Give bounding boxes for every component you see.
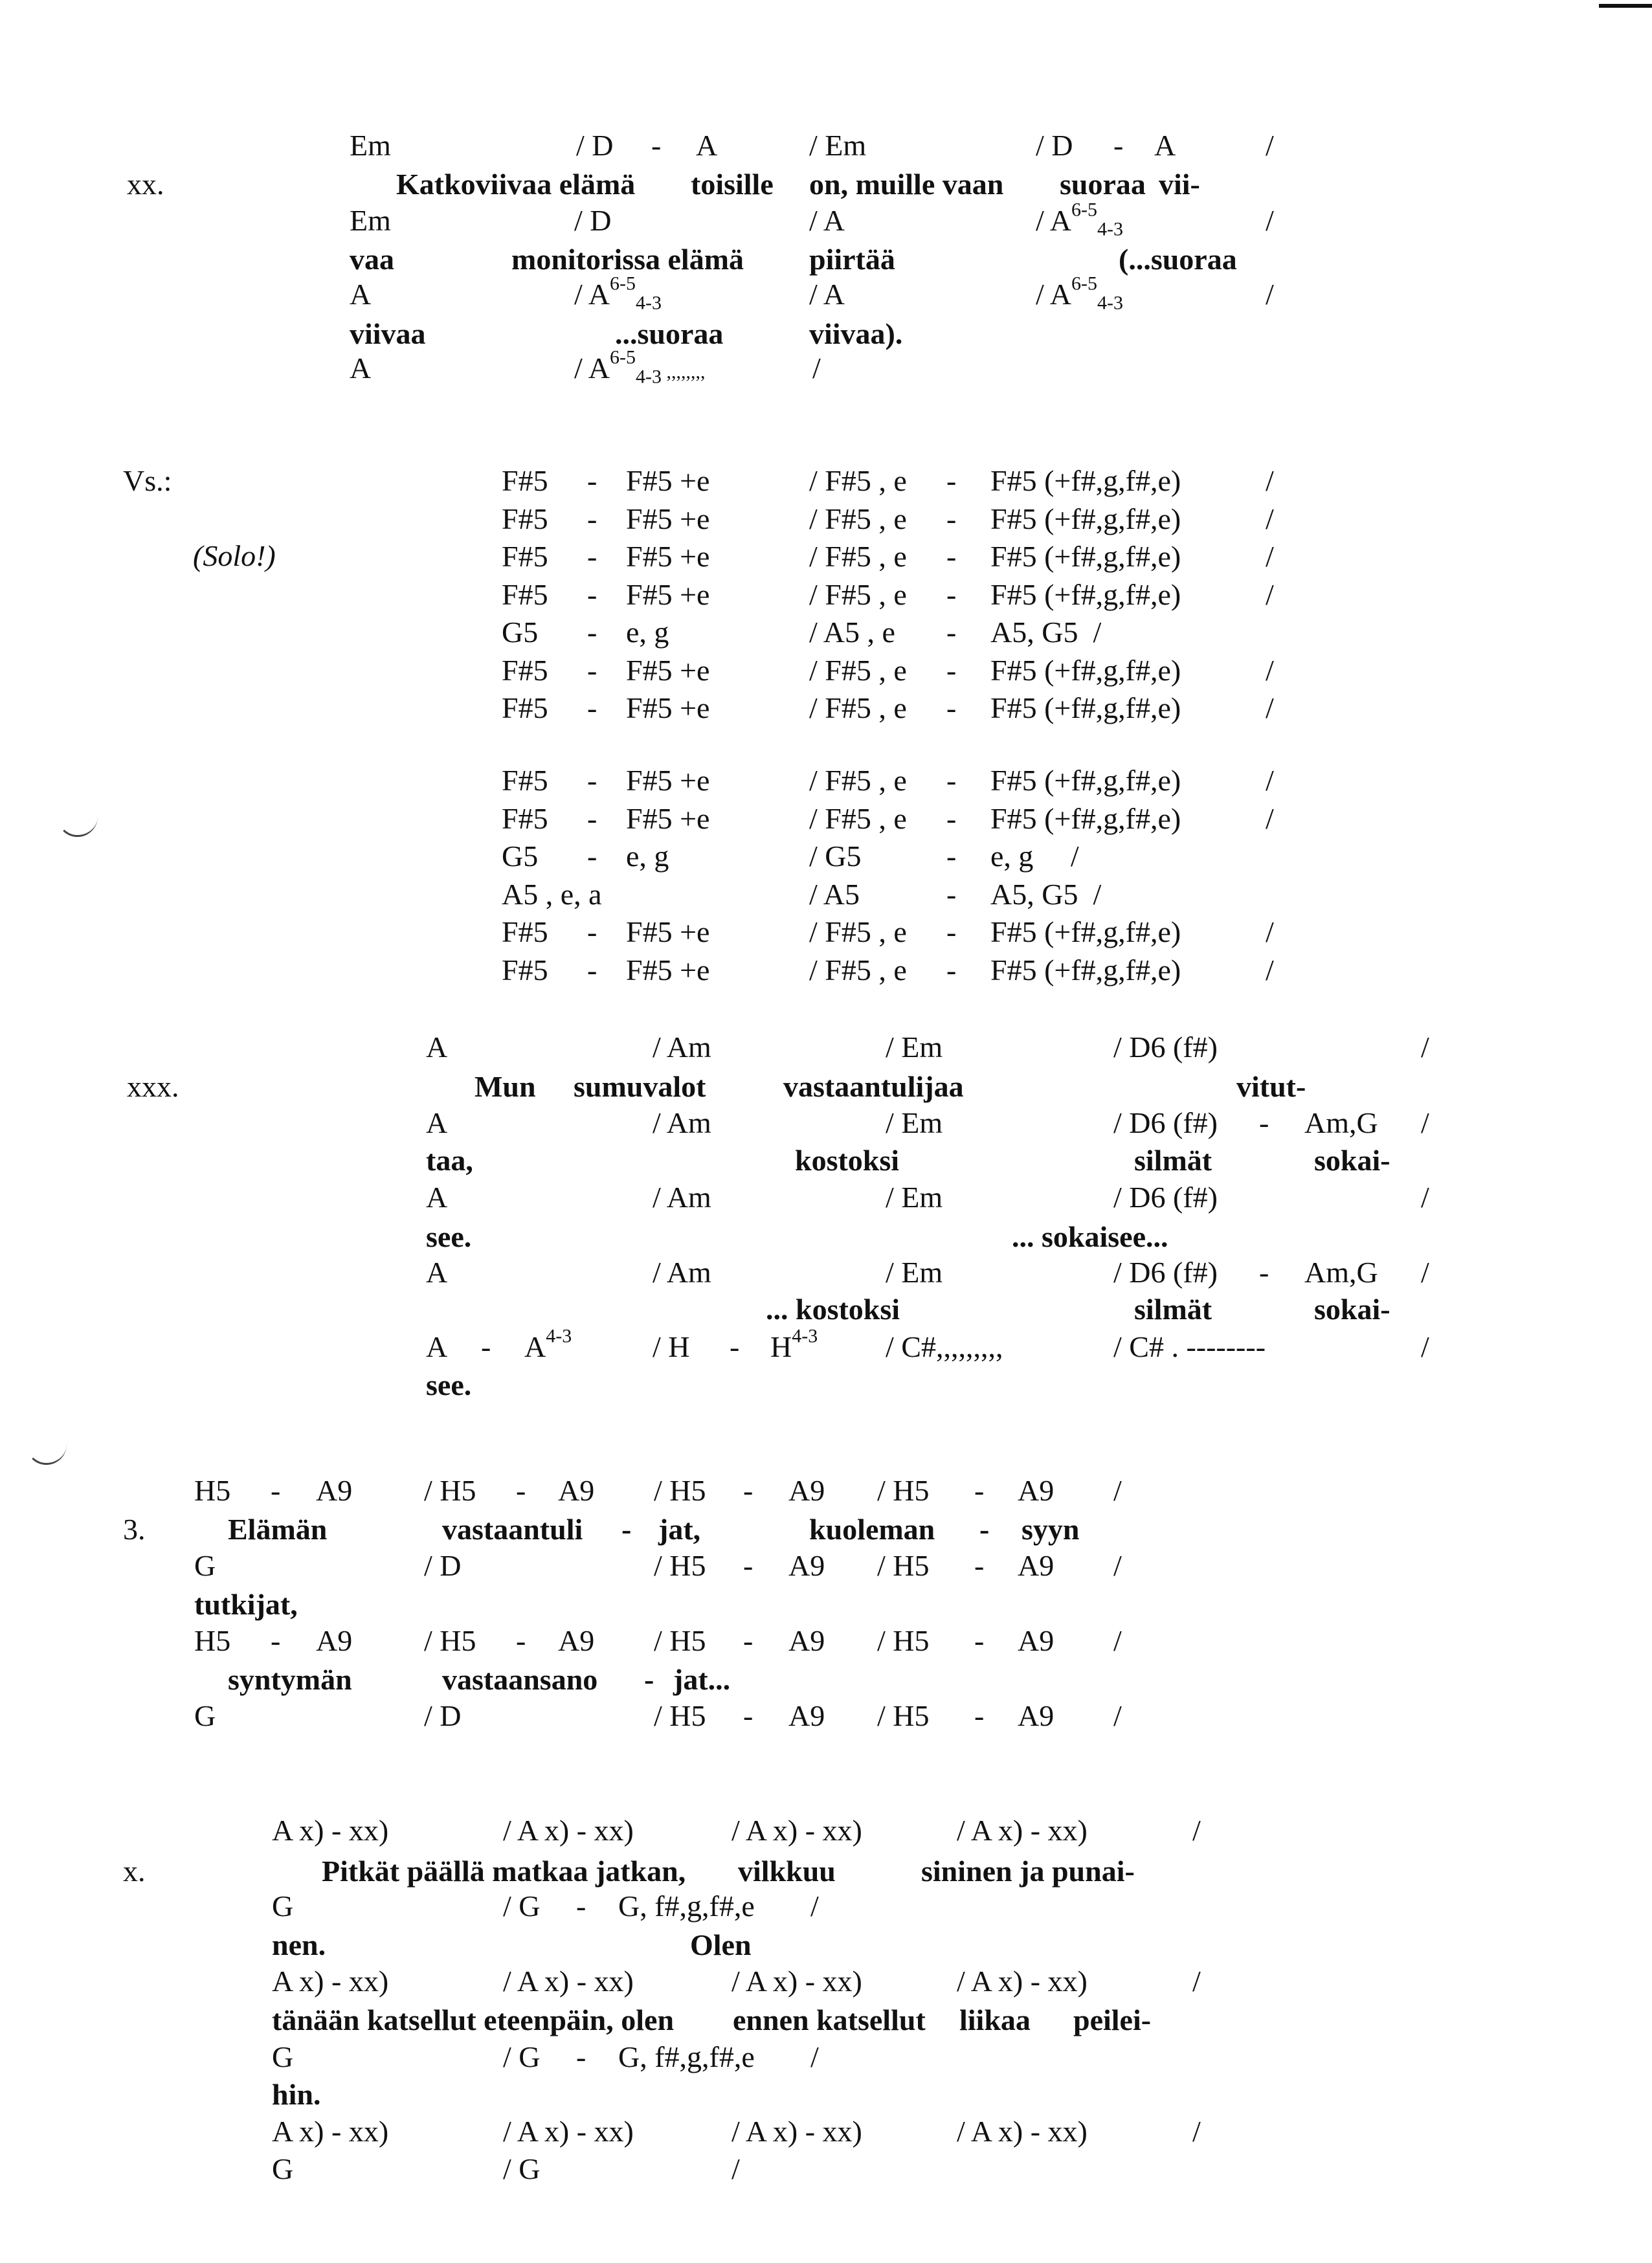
lyric: vastaantulijaa <box>783 1070 964 1103</box>
chord-subscript: 4-3 <box>1097 218 1123 240</box>
chord: F#5 (+f#,g,f#,e) <box>990 953 1181 987</box>
chord: F#5 +e <box>626 653 710 687</box>
chord <box>574 273 662 314</box>
chord: A9 <box>1018 1474 1055 1507</box>
chord: - <box>974 1699 985 1732</box>
chord: / <box>1192 2115 1201 2148</box>
chord-dash: - <box>587 840 597 873</box>
chord <box>1036 273 1123 314</box>
lyric: tutkijat, <box>194 1588 298 1621</box>
chord: / A <box>809 278 845 311</box>
chord-dash: - <box>946 616 957 649</box>
lyric: jat, <box>658 1513 701 1546</box>
chord-subscript: 4-3 <box>635 292 662 314</box>
lyric: vitut- <box>1236 1070 1306 1103</box>
bar-slash: / <box>1421 1256 1429 1289</box>
chord: / C#,,,,,,,,, <box>886 1330 1003 1363</box>
chord: F#5 (+f#,g,f#,e) <box>990 691 1181 724</box>
chord: / <box>1113 1699 1122 1732</box>
chord: G <box>194 1549 216 1582</box>
chord: A x) - xx) <box>272 1965 389 1998</box>
bar-slash: / <box>1266 464 1274 497</box>
chord <box>574 346 706 388</box>
chord: / A x) - xx) <box>731 1814 862 1847</box>
chord-dash: - <box>946 953 957 987</box>
chord: / Am <box>653 1256 711 1289</box>
chord-dash: - <box>946 540 957 573</box>
chord-subscript: 4-3 <box>1097 292 1123 314</box>
chord-superscript: 6-5 <box>1071 273 1097 295</box>
chord: / H <box>653 1330 690 1363</box>
lyric: toisille <box>691 168 774 201</box>
chord: - <box>516 1474 526 1507</box>
lyric: nen. <box>272 1928 326 1961</box>
chord: F#5 (+f#,g,f#,e) <box>990 653 1181 687</box>
chord-root: / A <box>1036 278 1071 311</box>
chord: A9 <box>788 1474 825 1507</box>
chord: - <box>271 1624 281 1657</box>
chord: F#5 <box>502 764 548 797</box>
chord: / D <box>424 1699 462 1732</box>
chord-superscript: 6-5 <box>609 346 636 368</box>
chord-dash: - <box>481 1330 491 1363</box>
chord: e, g <box>626 616 669 649</box>
chord: A <box>426 1330 448 1363</box>
chord: G, f#,g,f#,e <box>618 1890 755 1923</box>
bar-slash: / <box>1266 540 1274 573</box>
lyric: - <box>644 1663 654 1696</box>
chord: / A x) - xx) <box>731 1965 862 1998</box>
chord: A <box>426 1031 448 1064</box>
chord: - <box>576 1890 586 1923</box>
chord: F#5 (+f#,g,f#,e) <box>990 801 1181 835</box>
chord: F#5 <box>502 953 548 987</box>
chord: H5 <box>194 1474 231 1507</box>
bar-slash: / <box>731 2152 740 2185</box>
chord: A <box>426 1106 448 1139</box>
chord: / H5 <box>654 1699 706 1732</box>
chord: Am,G <box>1304 1106 1378 1139</box>
chord: G <box>194 1699 216 1732</box>
chord: / F#5 , e <box>809 577 907 611</box>
chord: / H5 <box>877 1549 930 1582</box>
chord: / A x) - xx) <box>957 1814 1088 1847</box>
chord: / A x) - xx) <box>503 2115 634 2148</box>
chord: A9 <box>1018 1624 1055 1657</box>
chord-dash: - <box>946 877 957 911</box>
bar-slash: / <box>1266 577 1274 611</box>
chord: / Am <box>653 1031 711 1064</box>
chord-superscript: 6-5 <box>609 273 636 295</box>
chord: F#5 <box>502 653 548 687</box>
chord: - <box>743 1549 753 1582</box>
chord: G5 <box>502 616 539 649</box>
chord-dash: - <box>946 801 957 835</box>
chord: / F#5 , e <box>809 953 907 987</box>
chord: / A x) - xx) <box>503 1814 634 1847</box>
chord: F#5 +e <box>626 953 710 987</box>
chord: A <box>1154 129 1176 162</box>
chord: F#5 <box>502 540 548 573</box>
scan-edge-mark <box>1599 4 1652 8</box>
chord: G <box>272 2152 294 2185</box>
chord: - <box>974 1474 985 1507</box>
chord: / A x) - xx) <box>731 2115 862 2148</box>
lyric: suoraa <box>1060 168 1146 201</box>
chord: G5 <box>502 840 539 873</box>
solo-label: (Solo!) <box>193 539 276 572</box>
chord: / F#5 , e <box>809 915 907 948</box>
chord: e, g / <box>990 840 1079 873</box>
lyric: monitorissa elämä <box>511 243 744 276</box>
chord: A x) - xx) <box>272 1814 389 1847</box>
chord: F#5 (+f#,g,f#,e) <box>990 764 1181 797</box>
lyric: (...suoraa <box>1119 243 1237 276</box>
chord: A9 <box>788 1699 825 1732</box>
chord-root: / A <box>574 351 610 385</box>
chord: F#5 <box>502 502 548 535</box>
chord: / D6 (f#) <box>1113 1181 1218 1214</box>
chord: / A5 , e <box>809 616 895 649</box>
chord-dash: - <box>946 502 957 535</box>
chord: / A x) - xx) <box>957 1965 1088 1998</box>
lyric: piirtää <box>809 243 895 276</box>
chord: A9 <box>788 1624 825 1657</box>
chord: - <box>516 1624 526 1657</box>
chord: / D <box>1036 129 1073 162</box>
chord: F#5 +e <box>626 801 710 835</box>
chord: / <box>1266 204 1274 237</box>
chord-dash: - <box>587 764 597 797</box>
lyric: sumuvalot <box>574 1070 706 1103</box>
chord <box>524 1325 572 1363</box>
verse-label: xx. <box>127 168 164 201</box>
chord: / H5 <box>654 1474 706 1507</box>
chord: / <box>1113 1549 1122 1582</box>
chord: F#5 +e <box>626 540 710 573</box>
chord: / H5 <box>654 1549 706 1582</box>
chord: / F#5 , e <box>809 464 907 497</box>
chord: F#5 +e <box>626 764 710 797</box>
chord: H5 <box>194 1624 231 1657</box>
chord: / G <box>503 2040 541 2073</box>
chord: / <box>1266 129 1274 162</box>
chord: / Em <box>886 1181 943 1214</box>
chord: F#5 +e <box>626 915 710 948</box>
chord: - <box>271 1474 281 1507</box>
lyric: jat... <box>673 1663 731 1696</box>
chord: - <box>576 2040 586 2073</box>
lyric: vilkkuu <box>738 1855 836 1888</box>
bar-slash: / <box>1421 1031 1429 1064</box>
chord-dash: - <box>587 464 597 497</box>
chord: - <box>974 1549 985 1582</box>
lyric: sokai- <box>1314 1144 1390 1177</box>
lyric: ... kostoksi <box>766 1293 900 1326</box>
bar-slash: / <box>1266 764 1274 797</box>
chord: F#5 <box>502 577 548 611</box>
chord: / F#5 , e <box>809 502 907 535</box>
lyric: viivaa <box>350 317 426 350</box>
chord: G <box>272 1890 294 1923</box>
chord-root: A <box>524 1330 546 1363</box>
chord: / F#5 , e <box>809 764 907 797</box>
chord: / D <box>574 204 612 237</box>
lyric: Katkoviivaa elämä <box>396 168 636 201</box>
verse-label: x. <box>123 1855 146 1888</box>
chord: / H5 <box>424 1474 476 1507</box>
bar-slash: / <box>1266 953 1274 987</box>
lyric: ... sokaisee... <box>1012 1220 1168 1253</box>
lyric: ennen katsellut <box>733 2003 926 2036</box>
chord: - <box>651 129 662 162</box>
chord: / D6 (f#) <box>1113 1106 1218 1139</box>
chord: / H5 <box>877 1624 930 1657</box>
lyric: syntymän <box>228 1663 352 1696</box>
chord: A9 <box>316 1474 353 1507</box>
chord-dash: - <box>587 502 597 535</box>
chord-subscript: 4-3 <box>635 366 662 388</box>
chord: F#5 <box>502 801 548 835</box>
chord: / G <box>503 2152 541 2185</box>
chord: - <box>1113 129 1124 162</box>
chord-dash: - <box>730 1330 740 1363</box>
chord: A <box>350 278 372 311</box>
lyric: viivaa). <box>809 317 903 350</box>
chord: A5, G5 / <box>990 616 1102 649</box>
lyric: Elämän <box>228 1513 328 1546</box>
chord: / F#5 , e <box>809 801 907 835</box>
chord: / Em <box>886 1256 943 1289</box>
chord-superscript: 6-5 <box>1071 199 1097 221</box>
chord-dash: - <box>946 915 957 948</box>
bar-slash: / <box>1266 915 1274 948</box>
chord: / H5 <box>877 1699 930 1732</box>
bar-slash: / <box>1421 1181 1429 1214</box>
chord: F#5 (+f#,g,f#,e) <box>990 540 1181 573</box>
chord: F#5 +e <box>626 577 710 611</box>
chord: A9 <box>558 1624 595 1657</box>
chord: Am,G <box>1304 1256 1378 1289</box>
chord: A <box>426 1181 448 1214</box>
chord: F#5 (+f#,g,f#,e) <box>990 915 1181 948</box>
chord: / A <box>809 204 845 237</box>
bar-slash: / <box>1421 1330 1429 1363</box>
lyric: see. <box>426 1220 472 1253</box>
chord: F#5 <box>502 464 548 497</box>
lyric: ...suoraa <box>615 317 724 350</box>
lyric: Mun <box>474 1070 536 1103</box>
scan-artifact-curve <box>26 1431 67 1465</box>
lyric: taa, <box>426 1144 473 1177</box>
lyric: hin. <box>272 2078 321 2111</box>
bar-slash: / <box>1266 801 1274 835</box>
lyric: sininen ja punai- <box>921 1855 1135 1888</box>
chord: / H5 <box>877 1474 930 1507</box>
chord: - <box>974 1624 985 1657</box>
chord: / A x) - xx) <box>957 2115 1088 2148</box>
chord <box>1036 199 1123 240</box>
chord-dash: - <box>946 653 957 687</box>
chord: / D6 (f#) <box>1113 1031 1218 1064</box>
chord: / Am <box>653 1106 711 1139</box>
chord: F#5 +e <box>626 691 710 724</box>
chord: / Em <box>886 1106 943 1139</box>
lyric: - <box>979 1513 990 1546</box>
chord-dash: - <box>946 764 957 797</box>
lyric: kostoksi <box>795 1144 900 1177</box>
chord: A9 <box>1018 1549 1055 1582</box>
chord-root: H <box>770 1330 792 1363</box>
chord: F#5 (+f#,g,f#,e) <box>990 464 1181 497</box>
chord-superscript: 4-3 <box>546 1325 572 1347</box>
lyric: - <box>621 1513 632 1546</box>
chord-dash: - <box>587 691 597 724</box>
chord: A x) - xx) <box>272 2115 389 2148</box>
lyric: silmät <box>1134 1293 1212 1326</box>
chord: G <box>272 2040 294 2073</box>
chord: A9 <box>316 1624 353 1657</box>
chord: F#5 +e <box>626 502 710 535</box>
lyric: on, muille vaan <box>809 168 1004 201</box>
chord: A5 , e, a <box>502 877 602 911</box>
chord: / <box>1192 1965 1201 1998</box>
chord-dash: - <box>946 691 957 724</box>
chord: e, g <box>626 840 669 873</box>
chord: A <box>426 1256 448 1289</box>
chord: / Am <box>653 1181 711 1214</box>
chord: / H5 <box>424 1624 476 1657</box>
lyric: vaa <box>350 243 394 276</box>
chord-dash: - <box>587 915 597 948</box>
chord-root: / A <box>574 278 610 311</box>
chord: / F#5 , e <box>809 653 907 687</box>
chord: / A x) - xx) <box>503 1965 634 1998</box>
lyric: kuoleman <box>809 1513 935 1546</box>
chord: F#5 <box>502 691 548 724</box>
lyric: vastaantuli <box>442 1513 583 1546</box>
chord-root: / A <box>1036 204 1071 237</box>
chord: Em <box>350 204 391 237</box>
chord: A9 <box>558 1474 595 1507</box>
bar-slash: / <box>1266 691 1274 724</box>
chord: / Em <box>886 1031 943 1064</box>
chord-dash: - <box>946 840 957 873</box>
chord-dash: - <box>587 801 597 835</box>
chord-dash: - <box>587 653 597 687</box>
lyric: syyn <box>1021 1513 1080 1546</box>
chord: / <box>1113 1624 1122 1657</box>
chord: A <box>350 351 372 385</box>
lyric: Pitkät päällä matkaa jatkan, <box>322 1855 686 1888</box>
chord: G, f#,g,f#,e <box>618 2040 755 2073</box>
lyric: vastaansano <box>442 1663 598 1696</box>
chord-dash: - <box>587 577 597 611</box>
lyric: sokai- <box>1314 1293 1390 1326</box>
chord: / <box>1192 1814 1201 1847</box>
chord: F#5 <box>502 915 548 948</box>
chord: / G5 <box>809 840 862 873</box>
lyric: see. <box>426 1368 472 1401</box>
lyric: liikaa <box>959 2003 1031 2036</box>
chord: / D <box>576 129 614 162</box>
chord: / <box>810 1890 819 1923</box>
chord: - <box>743 1474 753 1507</box>
chord: A9 <box>788 1549 825 1582</box>
chord <box>770 1325 818 1363</box>
chord-dash: - <box>946 464 957 497</box>
bar-slash: / <box>1266 502 1274 535</box>
chord: / C# . -------- <box>1113 1330 1266 1363</box>
chord: F#5 (+f#,g,f#,e) <box>990 577 1181 611</box>
chord: Em <box>350 129 391 162</box>
chord: / D <box>424 1549 462 1582</box>
chord: A5, G5 / <box>990 877 1102 911</box>
lyric: peilei- <box>1073 2003 1152 2036</box>
chord: / F#5 , e <box>809 691 907 724</box>
chord: / <box>812 351 821 385</box>
chord: A9 <box>1018 1699 1055 1732</box>
bar-slash: / <box>1266 653 1274 687</box>
chord-dash: - <box>587 953 597 987</box>
chord: / A5 <box>809 877 860 911</box>
chord: / H5 <box>654 1624 706 1657</box>
chord: / Em <box>809 129 867 162</box>
chord-dash: - <box>587 616 597 649</box>
section-label: Vs.: <box>123 464 172 497</box>
chord-dash: - <box>946 577 957 611</box>
chord: / G <box>503 1890 541 1923</box>
chord-dash: - <box>1259 1256 1269 1289</box>
lyric: silmät <box>1134 1144 1212 1177</box>
lyric: Olen <box>690 1928 752 1961</box>
chord-dash: - <box>1259 1106 1269 1139</box>
bar-slash: / <box>1421 1106 1429 1139</box>
chord-dash: - <box>587 540 597 573</box>
chord: / D6 (f#) <box>1113 1256 1218 1289</box>
chord: - <box>743 1624 753 1657</box>
chord: F#5 +e <box>626 464 710 497</box>
chord: - <box>743 1699 753 1732</box>
lyric: vii- <box>1159 168 1200 201</box>
chord-superscript: 4-3 <box>792 1325 818 1347</box>
chord: / <box>1266 278 1274 311</box>
lyric: tänään katsellut eteenpäin, olen <box>272 2003 675 2036</box>
chord: A <box>696 129 718 162</box>
chord: / <box>810 2040 819 2073</box>
scan-artifact-curve <box>57 803 98 837</box>
chord: F#5 (+f#,g,f#,e) <box>990 502 1181 535</box>
verse-label: 3. <box>123 1513 146 1546</box>
chord: / <box>1113 1474 1122 1507</box>
chord: / F#5 , e <box>809 540 907 573</box>
chord-commas: ,,,,,,,, <box>661 361 706 383</box>
verse-label: xxx. <box>127 1070 179 1103</box>
